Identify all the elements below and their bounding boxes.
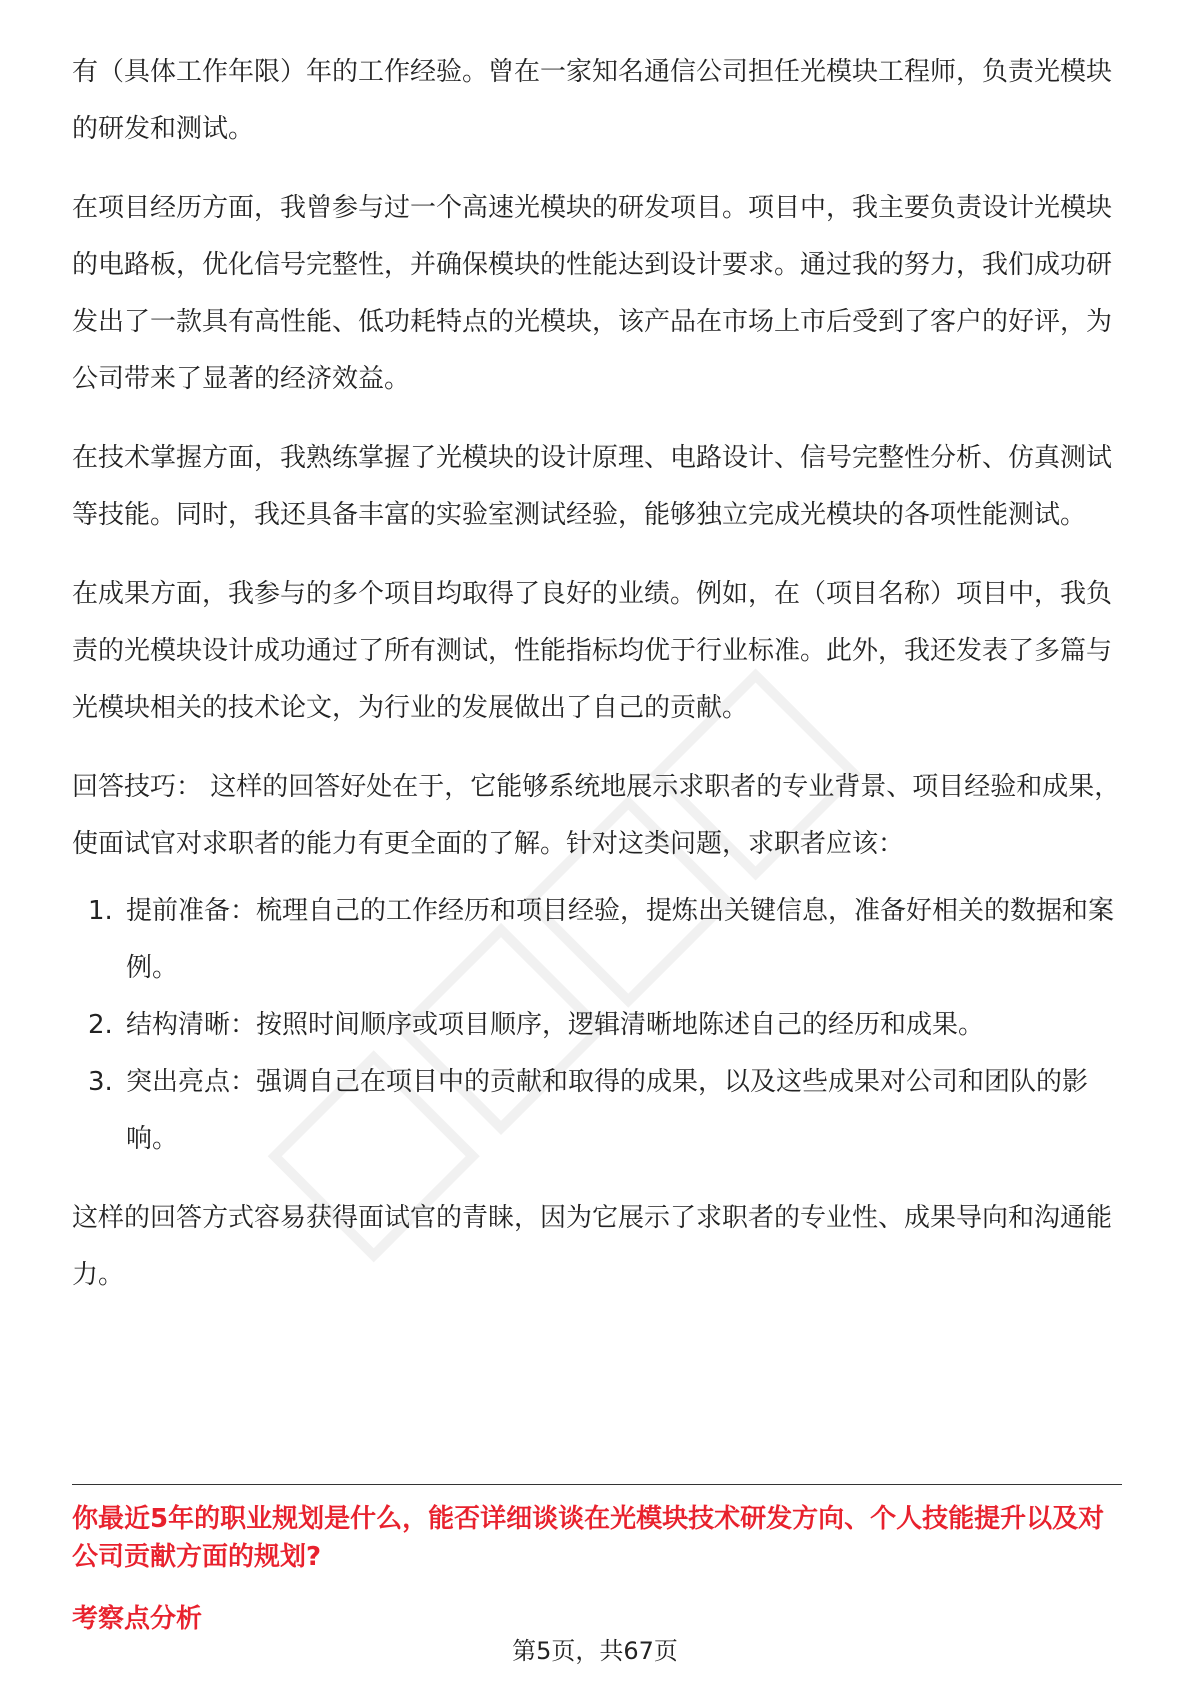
paragraph-experience: 有（具体工作年限）年的工作经验。曾在一家知名通信公司担任光模块工程师，负责光模块的研发和测试。 — [72, 57, 1113, 144]
paragraph-skills: 在技术掌握方面，我熟练掌握了光模块的设计原理、电路设计、信号完整性分析、仿真测试等技能。同时，我还具备丰富的实验室测试经验，能够独立完成光模块的各项性能测试。 — [72, 443, 1113, 530]
list-item — [72, 997, 1122, 1054]
tips-intro: 回答技巧： 这样的回答好处在于，它能够系统地展示求职者的专业背景、项目经验和成果，使面试官对求职者的能力有更全面的了解。针对这类问题，求职者应该： — [72, 772, 1121, 859]
list-number: 2. — [88, 1010, 113, 1040]
paragraph-closing: 这样的回答方式容易获得面试官的青睐，因为它展示了求职者的专业性、成果导向和沟通能力。 — [72, 1203, 1113, 1290]
list-number: 3. — [88, 1067, 113, 1097]
interview-question: 你最近5年的职业规划是什么，能否详细谈谈在光模块技术研发方向、个人技能提升以及对公司贡献方面的规划? — [72, 1504, 1105, 1572]
main-content — [72, 44, 1122, 1304]
list-text: 结构清晰：按照时间顺序或项目顺序，逻辑清晰地陈述自己的经历和成果。 — [126, 1010, 985, 1040]
list-number: 1. — [88, 896, 113, 926]
page-footer: 第5页，共67页 — [512, 1637, 678, 1665]
list-item — [72, 1054, 1122, 1168]
paragraph-achievements: 在成果方面，我参与的多个项目均取得了良好的业绩。例如，在（项目名称）项目中，我负责的光模块设计成功通过了所有测试，性能指标均优于行业标准。此外，我还发表了多篇与光模块相关的技术论文，为行业的发展做出了自己的贡献。 — [72, 579, 1113, 723]
list-text: 提前准备：梳理自己的工作经历和项目经验，提炼出关键信息，准备好相关的数据和案例。 — [126, 896, 1115, 983]
section-heading: 考察点分析 — [72, 1604, 203, 1634]
section-divider — [72, 1484, 1122, 1485]
list-item — [72, 883, 1122, 997]
paragraph-project: 在项目经历方面，我曾参与过一个高速光模块的研发项目。项目中，我主要负责设计光模块的电路板，优化信号完整性，并确保模块的性能达到设计要求。通过我的努力，我们成功研发出了一款具有高性能、低功耗特点的光模块，该产品在市场上市后受到了客户的好评，为公司带来了显著的经济效益。 — [72, 193, 1113, 394]
list-text: 突出亮点：强调自己在项目中的贡献和取得的成果，以及这些成果对公司和团队的影响。 — [126, 1067, 1089, 1154]
tips-list — [72, 883, 1122, 1168]
